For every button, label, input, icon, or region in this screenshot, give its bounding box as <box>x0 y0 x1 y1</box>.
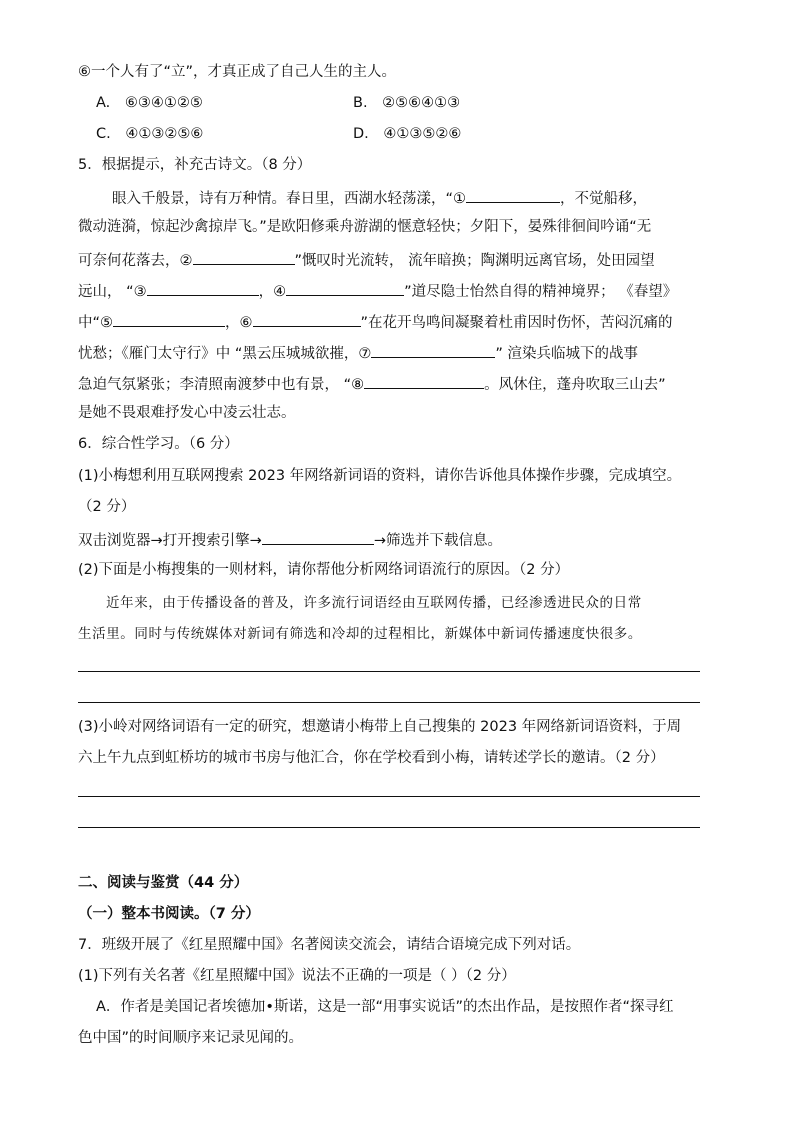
q6-part1: (1)小梅想利用互联网搜索 2023 年网络新词语的资料，请你告诉他具体操作步骤，完成填空。 <box>78 468 682 484</box>
option-text: ④①③⑤②⑥ <box>383 126 462 142</box>
option-label: A. <box>96 95 111 111</box>
q7-option-a-line-2: 色中国”的时间顺序来记录见闻的。 <box>78 1030 304 1046</box>
q5-line-8: 是她不畏艰难抒发心中凌云壮志。 <box>78 405 296 421</box>
option-label: D. <box>353 126 369 142</box>
q5-line-5: 中“⑤ ，⑥ ”在花开鸟鸣间凝聚着杜甫因时伤怀，苦闷沉痛的 <box>78 310 673 333</box>
q6-steps: 双击浏览器→打开搜索引擎→ →筛选并下载信息。 <box>78 528 502 551</box>
q7-title: 7．班级开展了《红星照耀中国》名著阅读交流会，请结合语境完成下列对话。 <box>78 937 581 953</box>
q6-part2: (2)下面是小梅搜集的一则材料，请你帮他分析网络词语流行的原因。（2 分） <box>78 562 570 578</box>
answer-line[interactable] <box>78 796 700 797</box>
blank-2[interactable] <box>193 248 295 265</box>
q4-option-a[interactable] <box>96 93 203 113</box>
blank-1[interactable] <box>466 186 560 203</box>
q4-option-b[interactable] <box>353 93 460 113</box>
q6-material-line-2: 生活里。同时与传统媒体对新词有筛选和冷却的过程相比，新媒体中新词传播速度快很多。 <box>78 626 642 642</box>
q5-line-7: 急迫气氛紧张；李清照南渡梦中也有景， “⑧ 。风休住，蓬舟吹取三山去” <box>78 372 666 395</box>
q5-line-6: 忧愁；《雁门太守行》中 “黑云压城城欲摧，⑦ ” 渲染兵临城下的战事 <box>78 341 638 364</box>
answer-line[interactable] <box>78 702 700 703</box>
q6-part3-line-2: 六上午九点到虹桥坊的城市书房与他汇合，你在学校看到小梅，请转述学长的邀请。（2 分） <box>78 750 665 766</box>
blank-4[interactable] <box>286 279 404 296</box>
blank-6[interactable] <box>253 310 361 327</box>
q7-part1: (1)下列有关名著《红星照耀中国》说法不正确的一项是（ ）（2 分） <box>78 968 516 984</box>
blank-8[interactable] <box>364 372 484 389</box>
blank-7[interactable] <box>371 341 495 358</box>
option-label: B. <box>353 95 368 111</box>
q4-option-c[interactable] <box>96 124 203 144</box>
section-2-subtitle: （一）整本书阅读。（7 分） <box>78 906 260 922</box>
q5-title: 5．根据提示，补充古诗文。（8 分） <box>78 157 312 173</box>
blank-3[interactable] <box>147 279 259 296</box>
q6-part3-line-1: (3)小岭对网络词语有一定的研究，想邀请小梅带上自己搜集的 2023 年网络新词语资料，于周 <box>78 719 682 735</box>
q5-line-2: 微动涟漪，惊起沙禽掠岸飞。”是欧阳修乘舟游湖的惬意轻快；夕阳下，晏殊徘徊间吟诵“无 <box>78 219 652 235</box>
q7-option-a-line-1[interactable]: A．作者是美国记者埃德加•斯诺，这是一部“用事实说话”的杰出作品，是按照作者“探寻红 <box>96 999 674 1015</box>
section-2-title: 二、阅读与鉴赏（44 分） <box>78 875 249 891</box>
option-text: ④①③②⑤⑥ <box>125 126 204 142</box>
q5-line-4: 远山， “③ ，④ ”道尽隐士怡然自得的精神境界； 《春望》 <box>78 279 677 302</box>
q4-option-d[interactable] <box>353 124 461 144</box>
q6-part1-score: （2 分） <box>78 499 136 515</box>
answer-line[interactable] <box>78 827 700 828</box>
q5-line-3: 可奈何花落去，② ”慨叹时光流转， 流年暗换；陶渊明远离官场，处田园望 <box>78 248 655 271</box>
steps-blank[interactable] <box>262 528 374 545</box>
answer-line[interactable] <box>78 671 700 672</box>
q4-item6: ⑥一个人有了“立”，才真正成了自己人生的主人。 <box>78 64 397 80</box>
option-text: ②⑤⑥④①③ <box>382 95 461 111</box>
option-text: ⑥③④①②⑤ <box>124 95 203 111</box>
blank-5[interactable] <box>113 310 225 327</box>
q6-title: 6．综合性学习。（6 分） <box>78 436 239 452</box>
option-label: C. <box>96 126 111 142</box>
q5-line-1: 眼入千般景，诗有万种情。春日里，西湖水轻荡漾，“① ，不觉船移， <box>112 186 647 209</box>
q6-material-line-1: 近年来，由于传播设备的普及，许多流行词语经由互联网传播，已经渗透进民众的日常 <box>106 595 642 611</box>
